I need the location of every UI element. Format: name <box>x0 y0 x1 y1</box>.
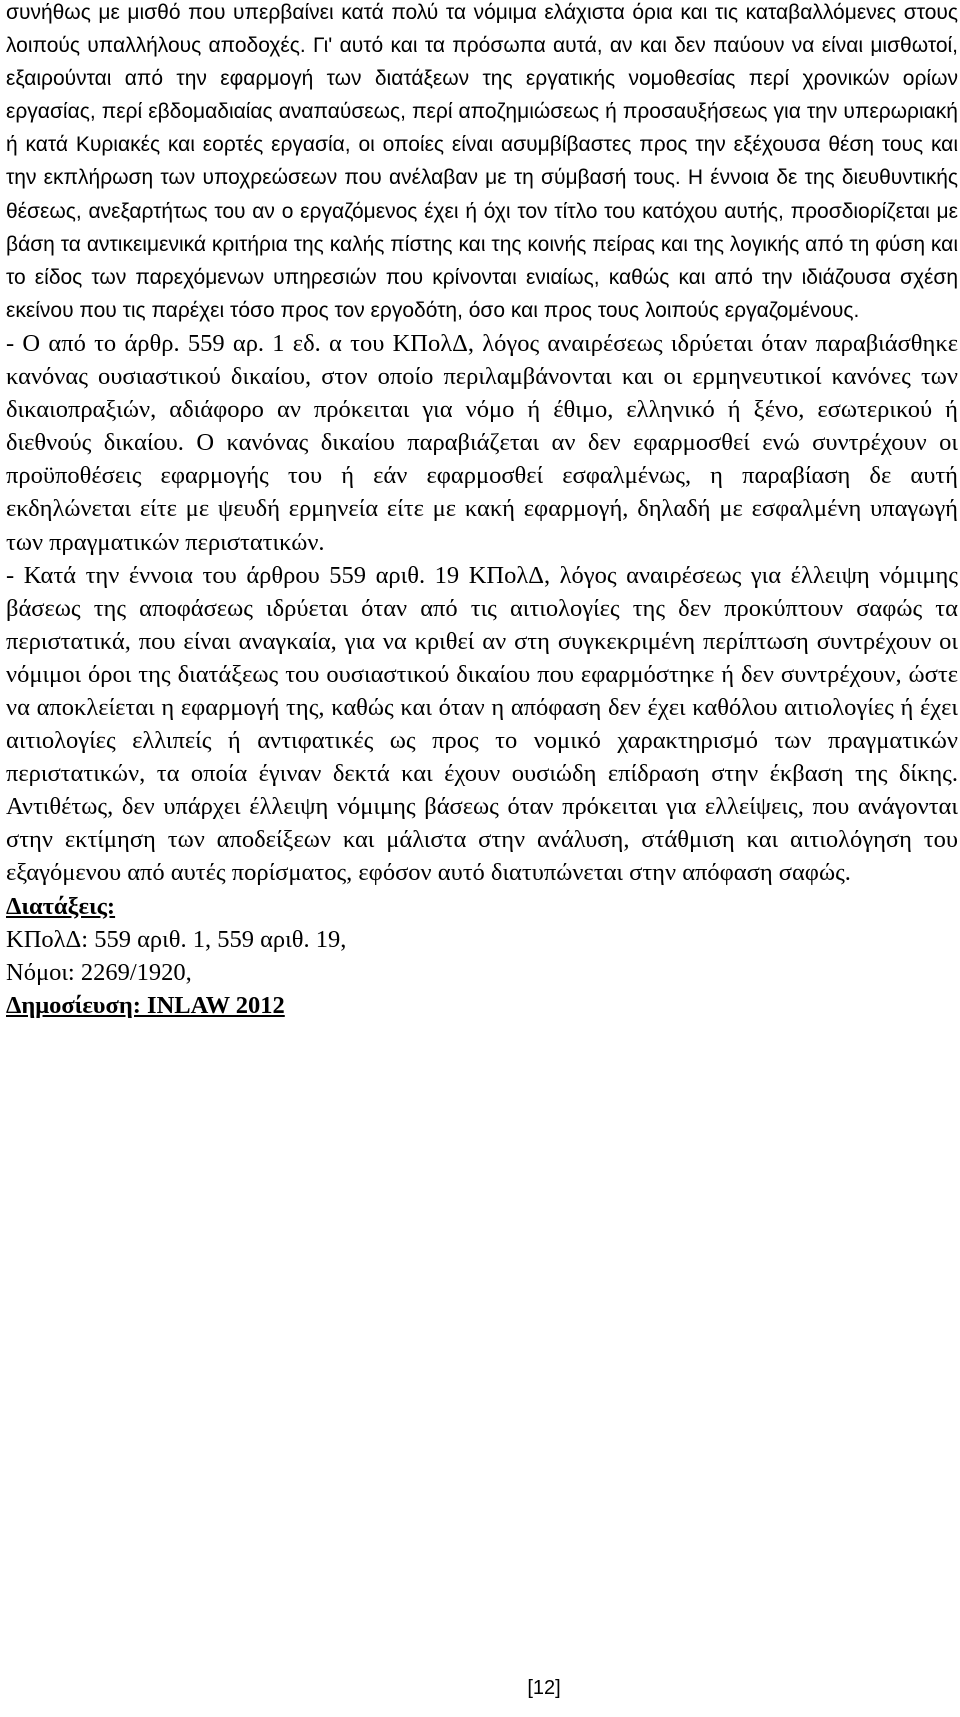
provisions-heading: Διατάξεις: <box>6 892 116 920</box>
publication-line: Δημοσίευση: INLAW 2012 <box>6 991 285 1019</box>
paragraph-cassation-ground-19: - Κατά την έννοια του άρθρου 559 αριθ. 19 ΚΠολΔ, λόγος αναιρέσεως για έλλειψη νόμιμης βάσεως της αποφάσεως ιδρύεται όταν από τις αιτιολογίες της δεν προκύπτουν σαφώς τα περιστατικά, που είναι αναγκαία, για να κριθεί αν στη συγκεκριμένη περίπτωση συντρέχουν οι νόμιμοι όροι της διατάξεως του ουσιαστικού δικαίου που εφαρμόστηκε ή δεν συντρέχουν, ώστε να αποκλείεται η εφαρμογή της, καθώς και όταν η απόφαση δεν έχει καθόλου αιτιολογίες ή έχει αιτιολογίες ελλιπείς ή αντιφατικές ως προς το νομικό χαρακτηρισμό των πραγματικών περιστατικών, τα οποία έγιναν δεκτά και έχουν ουσιώδη επίδραση στην έκβαση της δίκης. Αντιθέτως, δεν υπάρχει έλλειψη νόμιμης βάσεως όταν πρόκειται για ελλείψεις, που ανάγονται στην εκτίμηση των αποδείξεων και μάλιστα στην ανάλυση, στάθμιση και αιτιολόγηση του εξαγόμενου από αυτές πορίσματος, εφόσον αυτό διατυπώνεται στην απόφαση σαφώς. <box>6 561 958 887</box>
document-body <box>6 0 958 1022</box>
page-number: [12] <box>527 1677 561 1699</box>
provisions-line-laws: Νόμοι: 2269/1920, <box>6 958 192 986</box>
paragraph-managerial-position: συνήθως με μισθό που υπερβαίνει κατά πολύ τα νόμιμα ελάχιστα όρια και τις καταβαλλόμενες στους λοιπούς υπαλλήλους αποδοχές. Γι' αυτό και τα πρόσωπα αυτά, αν και δεν παύουν να είναι μισθωτοί, εξαιρούνται από την εφαρμογή των διατάξεων της εργατικής νομοθεσίας περί χρονικών ορίων εργασίας, περί εβδομαδιαίας αναπαύσεως, περί αποζημιώσεως ή προσαυξήσεως για την υπερωριακή ή κατά Κυριακές και εορτές εργασία, οι οποίες είναι ασυμβίβαστες προς την εξέχουσα θέση τους και την εκπλήρωση των υποχρεώσεων που ανέλαβαν με τη σύμβασή τους. Η έννοια δε της διευθυντικής θέσεως, ανεξαρτήτως του αν ο εργαζόμενος έχει ή όχι τον τίτλο του κατόχου αυτής, προσδιορίζεται με βάση τα αντικειμενικά κριτήρια της καλής πίστης και της κοινής πείρας και της λογικής από τη φύση και το είδος των παρεχόμενων υπηρεσιών που κρίνονται ενιαίως, καθώς και από την ιδιάζουσα σχέση εκείνου που τις παρέχει τόσο προς τον εργοδότη, όσο και προς τους λοιπούς εργαζομένους. <box>6 1 958 322</box>
provisions-line-kpold: ΚΠολΔ: 559 αριθ. 1, 559 αριθ. 19, <box>6 925 347 953</box>
paragraph-cassation-ground-1: - Ο από το άρθρ. 559 αρ. 1 εδ. α του ΚΠολΔ, λόγος αναιρέσεως ιδρύεται όταν παραβιάσθηκε κανόνας ουσιαστικού δικαίου, στον οποίο περιλαμβάνονται και οι ερμηνευτικοί κανόνες των δικαιοπραξιών, αδιάφορο αν πρόκειται για νόμο ή έθιμο, ελληνικό ή ξένο, εσωτερικού ή διεθνούς δικαίου. Ο κανόνας δικαίου παραβιάζεται αν δεν εφαρμοσθεί ενώ συντρέχουν οι προϋποθέσεις εφαρμογής του ή εάν εφαρμοσθεί εσφαλμένως, η παραβίαση δε αυτή εκδηλώνεται είτε με ψευδή ερμηνεία είτε με κακή εφαρμογή, δηλαδή με εσφαλμένη υπαγωγή των πραγματικών περιστατικών. <box>6 329 958 556</box>
